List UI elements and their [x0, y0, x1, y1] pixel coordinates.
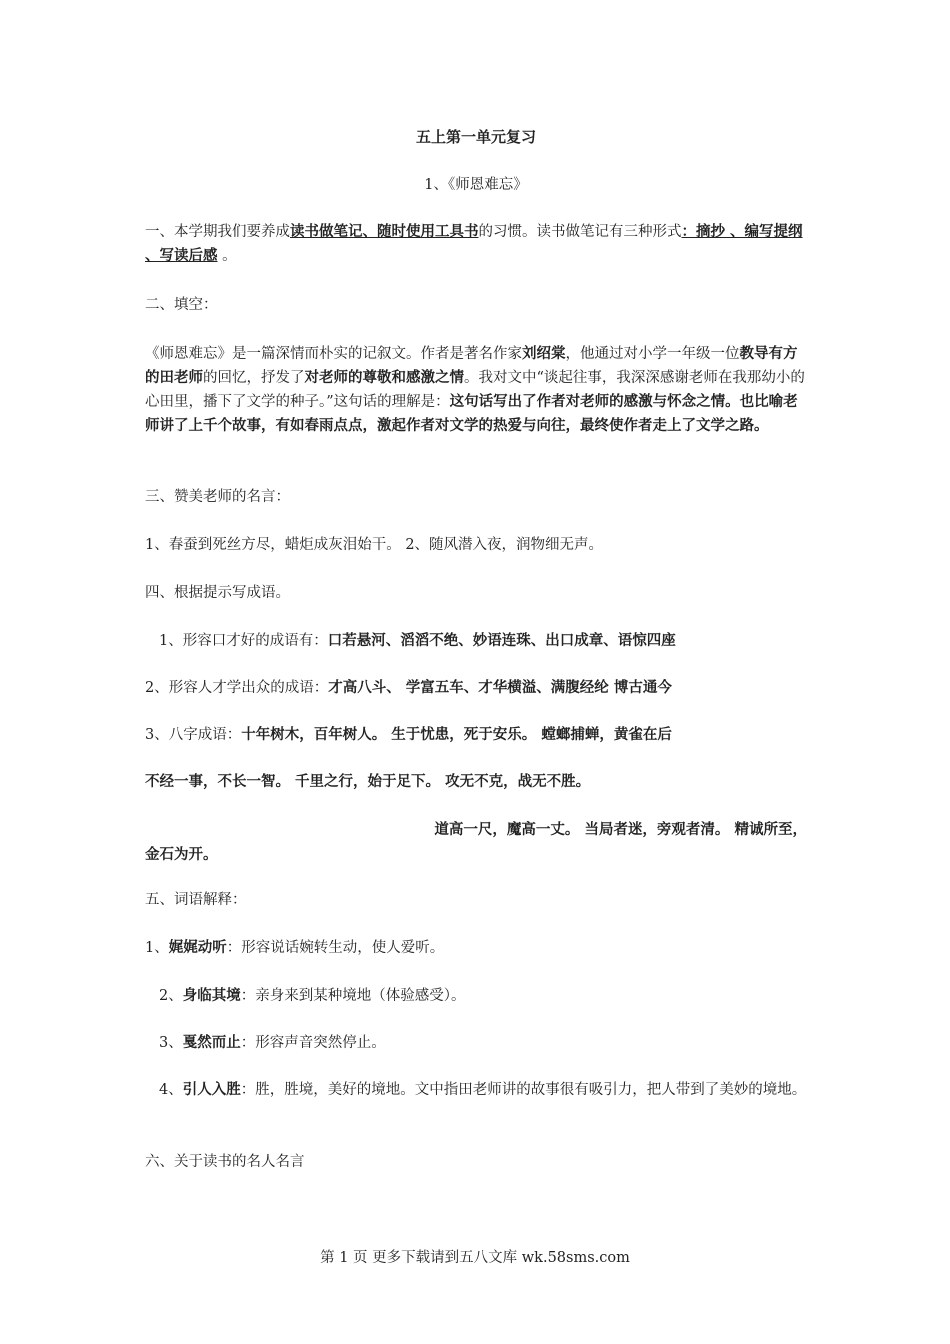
idiom-line-5-value: 道高一尺，魔高一丈。 当局者迷，旁观者清。 精诚所至，: [434, 821, 807, 838]
term-item-3-term: 戛然而止: [182, 1034, 241, 1051]
section-2-feeling: 对老师的尊敬和感激之情: [304, 369, 464, 386]
section-1-text-e: 。: [217, 248, 237, 264]
idiom-line-3-value: 十年树木，百年树人。 生于忧患，死于安乐。 螳螂捕蝉，黄雀在后: [241, 726, 672, 743]
term-item-1-num: 1、: [145, 940, 169, 956]
idiom-line-5: [145, 818, 807, 842]
term-item-1-term: 娓娓动听: [168, 939, 227, 956]
idiom-line-2: [145, 676, 807, 700]
idiom-line-6-value: 金石为开。: [145, 846, 218, 863]
section-1-forms: ：摘抄 、编写提纲 、写读后感: [145, 223, 803, 264]
section-2-text-4: 。我对文中“谈起往事，我深深感谢老师在我那幼小的心田里，播下了文学的种子。”这句话的理解是：: [145, 370, 805, 410]
section-2-paragraph: [145, 342, 807, 438]
section-2-text-2: ，他通过对小学一年级一位: [565, 346, 740, 362]
term-item-3: [145, 1031, 821, 1055]
section-2-understanding: 这句话写出了作者对老师的感激与怀念之情。也比喻老师讲了上千个故事，有如春雨点点，激起作者对文学的热爱与向往，最终使作者走上了文学之路。: [145, 393, 798, 434]
section-2-teacher: 教导有方的田老师: [145, 345, 798, 386]
idiom-line-4: [145, 770, 807, 794]
idiom-line-4-value: 不经一事，不长一智。 千里之行，始于足下。 攻无不克，战无不胜。: [145, 773, 591, 790]
section-3-heading: 三、赞美老师的名言：: [145, 489, 290, 505]
term-item-1-def: ：形容说话婉转生动，使人爱听。: [226, 940, 445, 956]
term-item-3-def: ：形容声音突然停止。: [240, 1035, 386, 1051]
document-title: 五上第一单元复习: [415, 128, 536, 146]
section-6-heading: 六、关于读书的名人名言: [145, 1154, 305, 1170]
section-2-text-3: 的回忆，抒发了: [203, 370, 305, 386]
term-item-4: [145, 1078, 807, 1102]
idiom-line-1-value: 口若悬河、滔滔不绝、妙语连珠、出口成章、语惊四座: [327, 632, 676, 649]
section-4-heading: 四、根据提示写成语。: [145, 585, 290, 601]
section-2-heading: 二、填空：: [145, 297, 218, 313]
section-1-text-c: 的习惯。读书做笔记有三种形式: [478, 224, 682, 240]
section-2-text-1: 《师恩难忘》是一篇深情而朴实的记叙文。作者是著名作家: [145, 346, 522, 362]
term-item-4-num: 4、: [159, 1082, 183, 1098]
section-5-heading: 五、词语解释：: [145, 892, 247, 908]
term-item-2-num: 2、: [159, 988, 183, 1004]
idiom-line-6: [145, 843, 807, 867]
lesson-subtitle: 1、《师恩难忘》: [424, 177, 528, 193]
section-3-quotes: 1、春蚕到死丝方尽，蜡炬成灰泪始干。 2、随风潜入夜，润物细无声。: [145, 537, 604, 553]
page-footer: 第 1 页 更多下载请到五八文库 wk.58sms.com: [320, 1250, 630, 1266]
term-item-2-def: ：亲身来到某种境地（体验感受）。: [240, 988, 466, 1004]
idiom-line-1-label: 1、形容口才好的成语有：: [159, 633, 328, 649]
term-item-2: [145, 984, 821, 1008]
term-item-4-term: 引人入胜: [182, 1081, 241, 1098]
idiom-line-2-value: 才高八斗、 学富五车、才华横溢、满腹经纶 博古通今: [328, 679, 672, 696]
section-1-text-a: 一、本学期我们要养成: [145, 224, 290, 240]
idiom-line-3: [145, 723, 807, 747]
term-item-2-term: 身临其境: [182, 987, 241, 1004]
term-item-4-def: ：胜，胜境，美好的境地。文中指田老师讲的故事很有吸引力，把人带到了美妙的境地。: [240, 1082, 807, 1098]
section-2-author: 刘绍棠: [522, 345, 566, 362]
idiom-line-2-label: 2、形容人才学出众的成语：: [145, 680, 329, 696]
section-1-habit: 读书做笔记、随时使用工具书: [290, 223, 479, 240]
idiom-line-3-label: 3、八字成语：: [145, 727, 242, 743]
term-item-3-num: 3、: [159, 1035, 183, 1051]
idiom-line-1: [145, 629, 821, 653]
term-item-1: [145, 936, 807, 960]
section-1-paragraph: [145, 220, 807, 268]
